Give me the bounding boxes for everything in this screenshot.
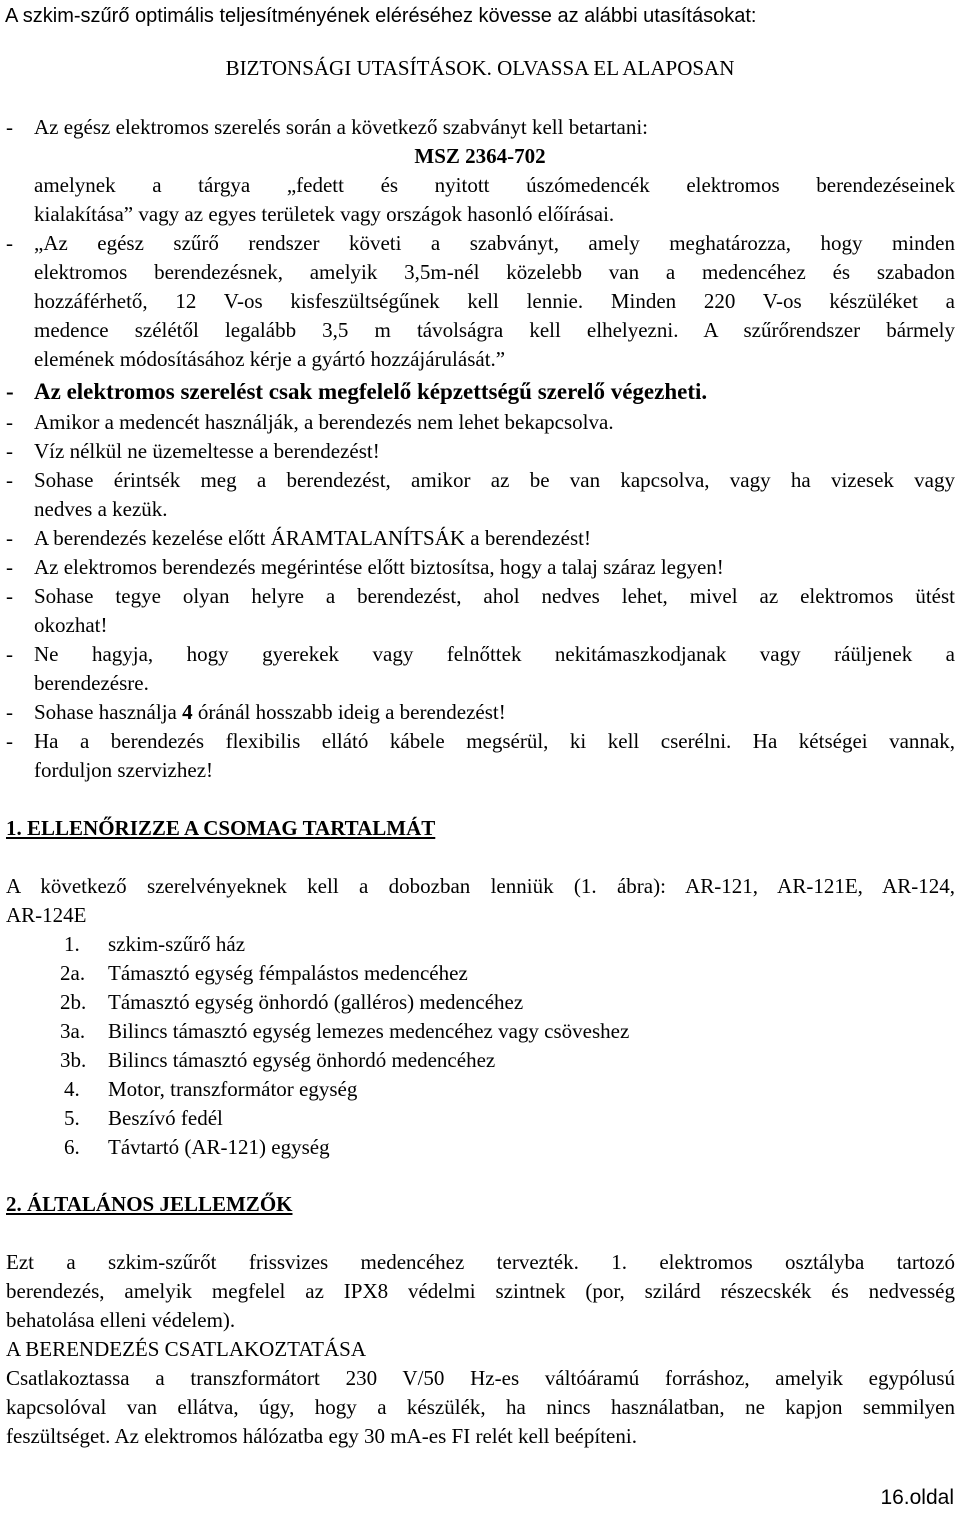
bullet-dash: - xyxy=(6,468,13,492)
list-item: Távtartó (AR-121) egység xyxy=(108,1135,330,1159)
bullet-dash: - xyxy=(6,584,13,608)
bullet11-pre: Sohase használja xyxy=(34,700,183,724)
list-item-number: 6. xyxy=(64,1135,80,1159)
section2-p2-line3: feszültséget. Az elektromos hálózatba egy 30 mA-es FI relét kell beépíteni. xyxy=(6,1424,637,1448)
list-item-number: 2b. xyxy=(60,990,87,1014)
bullet-dash: - xyxy=(6,700,13,724)
bullet-dash: - xyxy=(6,231,13,255)
bullet2-line2: elektromos berendezésnek, amelyik 3,5m-nél közelebb van a medencéhez és szabadon xyxy=(34,260,955,284)
section1-intro-line2: AR-124E xyxy=(6,903,87,927)
bullet2-line4: medence szélétől legalább 3,5 m távolságra kell elhelyezni. A szűrőrendszer bármely xyxy=(34,318,955,342)
list-item-number: 4. xyxy=(64,1077,80,1101)
list-item-number: 1. xyxy=(64,932,80,956)
bullet-dash: - xyxy=(6,439,13,463)
bullet-dash: - xyxy=(6,410,13,434)
bullet-dash: - xyxy=(6,555,13,579)
section2-p1-line2: berendezés, amelyik megfelel az IPX8 védelmi szintnek (por, szilárd részecskék és nedvesség xyxy=(6,1279,955,1303)
connection-subtitle: A BERENDEZÉS CSATLAKOZTATÁSA xyxy=(6,1337,366,1361)
bullet4-text: Amikor a medencét használják, a berendezés nem lehet bekapcsolva. xyxy=(34,410,614,434)
section2-p2-line1: Csatlakoztassa a transzformátort 230 V/50 Hz-es váltóáramú forráshoz, amelyik egypólusú xyxy=(6,1366,955,1390)
bullet11-post: óránál hosszabb ideig a berendezést! xyxy=(192,700,506,724)
bullet11-text xyxy=(34,698,506,727)
section1-intro xyxy=(6,872,955,901)
bullet1-paragraph xyxy=(34,171,955,200)
list-item: Támasztó egység fémpalástos medencéhez xyxy=(108,961,468,985)
list-item-number: 5. xyxy=(64,1106,80,1130)
section2-p2-line2: kapcsolóval van ellátva, úgy, hogy a készülék, ha nincs használatban, ne kapjon semmilyen xyxy=(6,1395,955,1419)
bullet-dash: - xyxy=(6,526,13,550)
list-item: Bilincs támasztó egység lemezes medencéhez vagy csöveshez xyxy=(108,1019,630,1043)
section2-paragraph2 xyxy=(6,1364,955,1422)
bullet6-line1: Sohase érintsék meg a berendezést, amikor az be van kapcsolva, vagy ha vizesek vagy xyxy=(34,468,955,492)
standard-code: MSZ 2364-702 xyxy=(414,144,546,168)
list-item: Bilincs támasztó egység önhordó medencéhez xyxy=(108,1048,496,1072)
page-number: 16.oldal xyxy=(880,1486,954,1509)
bullet1-line3: amelynek a tárgya „fedett és nyitott úszómedencék elektromos berendezéseinek xyxy=(34,173,955,197)
section1-title: 1. ELLENŐRIZZE A CSOMAG TARTALMÁT xyxy=(6,816,436,840)
bullet6-line2: nedves a kezük. xyxy=(34,497,168,521)
bullet-dash: - xyxy=(6,115,13,139)
bullet-dash: - xyxy=(6,642,13,666)
intro-text: A szkim-szűrő optimális teljesítményének eléréséhez kövesse az alábbi utasításokat: xyxy=(5,5,757,27)
bullet9-line1: Sohase tegye olyan helyre a berendezést, ahol nedves lehet, mivel az elektromos ütést xyxy=(34,584,955,608)
section2-p1-line3: behatolása elleni védelem). xyxy=(6,1308,236,1332)
bullet-dash: - xyxy=(6,379,14,404)
bullet12-paragraph xyxy=(34,727,955,756)
bullet5-text: Víz nélkül ne üzemeltesse a berendezést! xyxy=(34,439,380,463)
list-item: szkim-szűrő ház xyxy=(108,932,246,956)
bullet2-line5: elemének módosításához kérje a gyártó hozzájárulását.” xyxy=(34,347,506,371)
bullet12-line1: Ha a berendezés flexibilis ellátó kábele megsérül, ki kell cserélni. Ha kétségei vannak, xyxy=(34,729,955,753)
bullet2-line1: „Az egész szűrő rendszer követi a szabványt, amely meghatározza, hogy minden xyxy=(34,231,955,255)
bullet12-line2: forduljon szervizhez! xyxy=(34,758,214,782)
bullet7-text: A berendezés kezelése előtt ÁRAMTALANÍTSÁK a berendezést! xyxy=(34,526,591,550)
section2-paragraph1 xyxy=(6,1248,955,1306)
section2-p1-line1: Ezt a szkim-szűrőt frissvizes medencéhez tervezték. 1. elektromos osztályba tartozó xyxy=(6,1250,955,1274)
bullet6-paragraph xyxy=(34,466,955,495)
bullet9-line2: okozhat! xyxy=(34,613,108,637)
bullet-dash: - xyxy=(6,729,13,753)
section1-intro-line1: A következő szerelvényeknek kell a dobozban lenniük (1. ábra): AR-121, AR-121E, AR-124, xyxy=(6,874,955,898)
bullet11-hours: 4 xyxy=(182,700,193,724)
list-item: Beszívó fedél xyxy=(108,1106,223,1130)
bullet10-paragraph xyxy=(34,640,955,669)
bullet9-paragraph xyxy=(34,582,955,611)
section2-title: 2. ÁLTALÁNOS JELLEMZŐK xyxy=(6,1192,293,1216)
bullet8-text: Az elektromos berendezés megérintése előtt biztosítsa, hogy a talaj száraz legyen! xyxy=(34,555,724,579)
bullet1-line4: kialakítása” vagy az egyes területek vagy országok hasonló előírásai. xyxy=(34,202,615,226)
bullet2-paragraph xyxy=(34,229,955,345)
list-item-number: 3b. xyxy=(60,1048,87,1072)
bullet10-line2: berendezésre. xyxy=(34,671,149,695)
bullet1-line1: Az egész elektromos szerelés során a következő szabványt kell betartani: xyxy=(34,115,648,139)
bullet3-text: Az elektromos szerelést csak megfelelő képzettségű szerelő végezheti. xyxy=(34,379,708,404)
list-item-number: 3a. xyxy=(60,1019,86,1043)
bullet2-line3: hozzáférhető, 12 V-os kisfeszültségűnek kell lennie. Minden 220 V-os készüléket a xyxy=(34,289,955,313)
list-item-number: 2a. xyxy=(60,961,86,985)
bullet10-line1: Ne hagyja, hogy gyerekek vagy felnőttek nekitámaszkodjanak vagy ráüljenek a xyxy=(34,642,955,666)
safety-title: BIZTONSÁGI UTASÍTÁSOK. OLVASSA EL ALAPOSAN xyxy=(225,56,735,80)
list-item: Motor, transzformátor egység xyxy=(108,1077,358,1101)
list-item: Támasztó egység önhordó (galléros) medencéhez xyxy=(108,990,524,1014)
